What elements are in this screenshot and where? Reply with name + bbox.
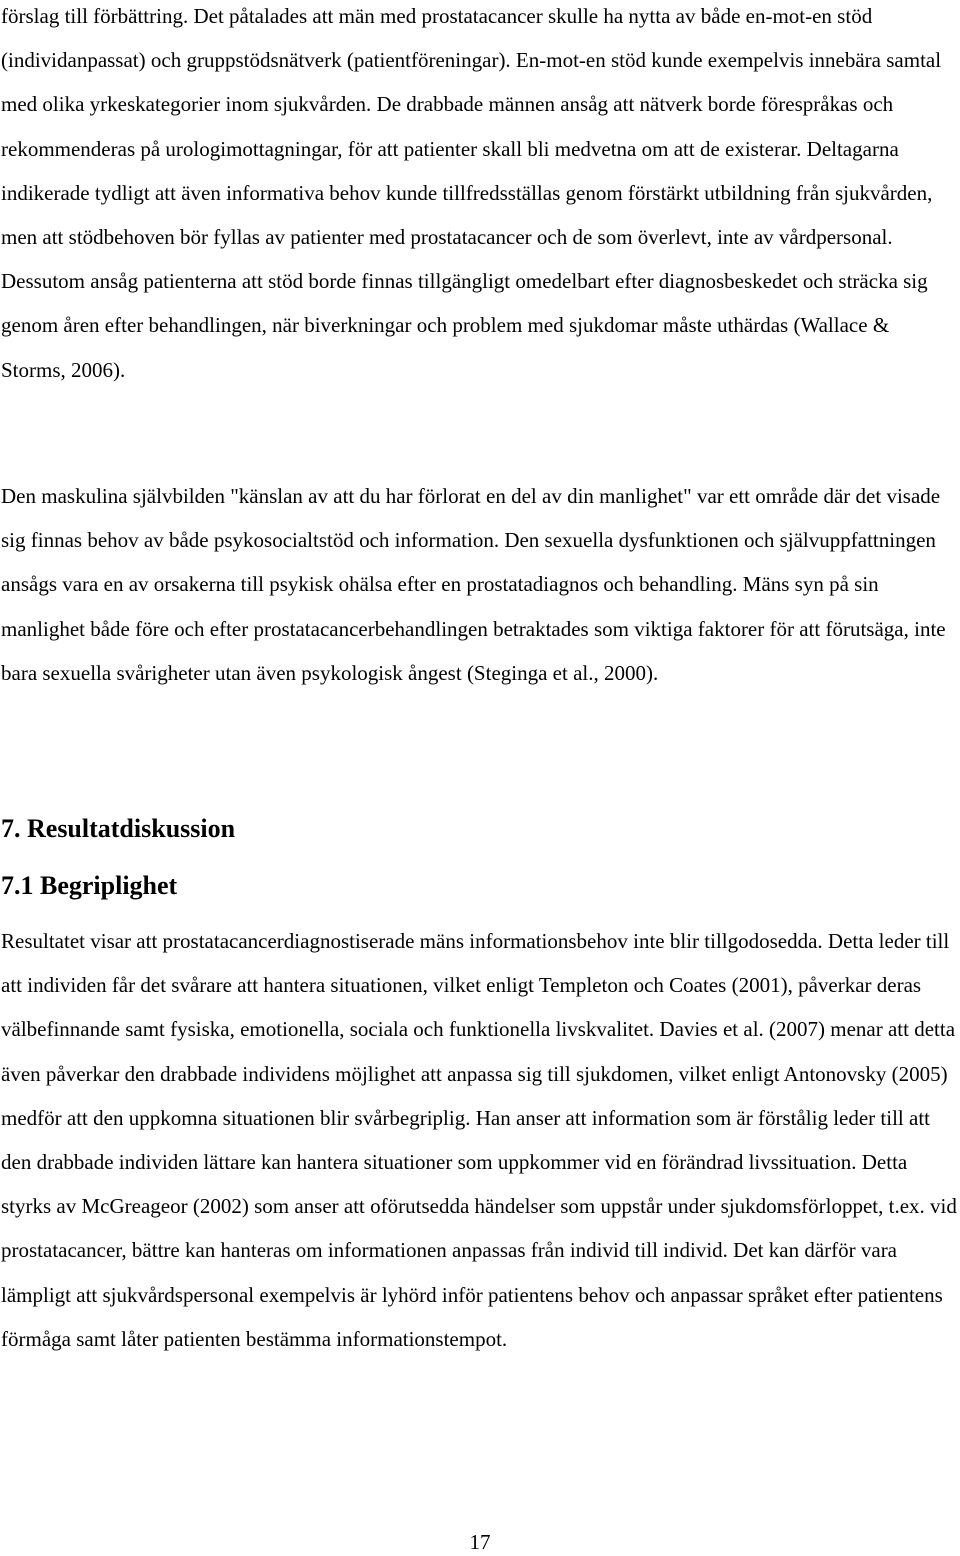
body-paragraph: Resultatet visar att prostatacancerdiagnostiserade mäns informationsbehov inte blir tillgodosedda. Detta leder till att individen får det svårare att hantera situationen, vilket enligt Templeton och Coates (2001), påverkar deras välbefinnande samt fysiska, emotionella, sociala och funktionella livskvalitet. Davies et al. (2007) menar att detta även påverkar den drabbade individens möjlighet att anpassa sig till sjukdomen, vilket enligt Antonovsky (2005) medför att den uppkomna situationen blir svårbegriplig. Han anser att information som är förstålig leder till att den drabbade individen lättare kan hantera situationer som uppkommer vid en förändrad livssituation. Detta styrks av McGreageor (2002) som anser att oförutsedda händelser som uppstår under sjukdomsförloppet, t.ex. vid prostatacancer, bättre kan hanteras om informationen anpassas från individ till individ. Det kan därför vara lämpligt att sjukvårdspersonal exempelvis är lyhörd inför patientens behov och anpassar språket efter patientens förmåga samt låter patienten bestämma informationstempot. <box>1 929 957 1351</box>
section-heading: 7. Resultatdiskussion <box>1 814 236 843</box>
subsection-heading: 7.1 Begriplighet <box>1 871 178 900</box>
body-paragraph: Den maskulina självbilden "känslan av att du har förlorat en del av din manlighet" var ett område där det visade sig finnas behov av både psykosocialtstöd och information. Den sexuella dysfunktionen och självuppfattningen ansågs vara en av orsakerna till psykisk ohälsa efter en prostatadiagnos och behandling. Mäns syn på sin manlighet både före och efter prostatacancerbehandlingen betraktades som viktiga faktorer för att förutsäga, inte bara sexuella svårigheter utan även psykologisk ångest (Steginga et al., 2000). <box>1 484 946 685</box>
body-paragraph: förslag till förbättring. Det påtalades att män med prostatacancer skulle ha nytta av både en-mot-en stöd (individanpassat) och gruppstödsnätverk (patientföreningar). En-mot-en stöd kunde exempelvis innebära samtal med olika yrkeskategorier inom sjukvården. De drabbade männen ansåg att nätverk borde förespråkas och rekommenderas på urologimottagningar, för att patienter skall bli medvetna om att de existerar. Deltagarna indikerade tydligt att även informativa behov kunde tillfredsställas genom förstärkt utbildning från sjukvården, men att stödbehoven bör fyllas av patienter med prostatacancer och de som överlevt, inte av vårdpersonal. Dessutom ansåg patienterna att stöd borde finnas tillgängligt omedelbart efter diagnosbeskedet och sträcka sig genom åren efter behandlingen, när biverkningar och problem med sjukdomar måste uthärdas (Wallace & Storms, 2006). <box>1 4 942 382</box>
page-number: 17 <box>469 1530 491 1554</box>
